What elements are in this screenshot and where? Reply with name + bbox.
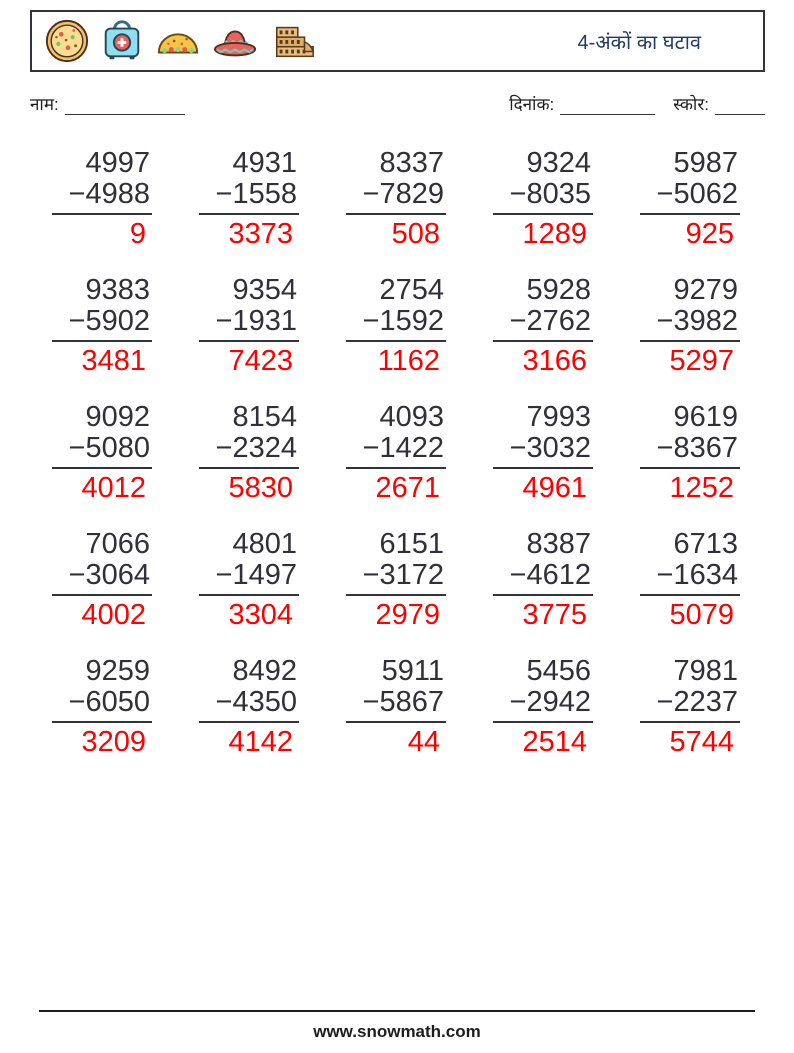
subtrahend: −6050 (52, 687, 152, 723)
header-icons (44, 18, 320, 64)
answer: 4142 (228, 726, 293, 758)
answer: 4002 (81, 599, 146, 631)
subtraction-problem (640, 529, 740, 631)
answer: 3166 (522, 345, 587, 377)
taco-icon (154, 18, 202, 64)
subtraction-problem (493, 402, 593, 504)
sombrero-icon (211, 18, 259, 64)
subtraction-problem (199, 529, 299, 631)
minuend: 9619 (673, 401, 738, 433)
minuend: 9092 (85, 401, 150, 433)
date-label: दिनांक: (509, 95, 555, 114)
answer: 3304 (228, 599, 293, 631)
subtrahend: −7829 (346, 179, 446, 215)
answer: 4012 (81, 472, 146, 504)
pizza-icon (44, 18, 90, 64)
minuend: 5456 (526, 655, 591, 687)
answer: 5079 (669, 599, 734, 631)
name-label: नाम: (30, 95, 59, 114)
subtrahend: −3172 (346, 560, 446, 596)
answer: 9 (129, 218, 146, 250)
footer-website: www.snowmath.com (313, 1022, 481, 1041)
score-blank[interactable] (715, 97, 765, 115)
answer: 4961 (522, 472, 587, 504)
minuend: 6151 (379, 528, 444, 560)
minuend: 9383 (85, 274, 150, 306)
subtrahend: −4612 (493, 560, 593, 596)
subtraction-problem (52, 656, 152, 758)
subtraction-problem (493, 656, 593, 758)
subtrahend: −1634 (640, 560, 740, 596)
answer: 925 (685, 218, 734, 250)
subtrahend: −8035 (493, 179, 593, 215)
score-label: स्कोर: (673, 95, 709, 114)
subtraction-problem (52, 148, 152, 250)
answer: 3373 (228, 218, 293, 250)
minuend: 8154 (232, 401, 297, 433)
answer: 508 (391, 218, 440, 250)
fields-row (30, 92, 765, 115)
minuend: 4801 (232, 528, 297, 560)
minuend: 9259 (85, 655, 150, 687)
subtrahend: −8367 (640, 433, 740, 469)
subtrahend: −5867 (346, 687, 446, 723)
first-aid-kit-icon (99, 18, 145, 64)
subtraction-problem (640, 656, 740, 758)
answer: 1289 (522, 218, 587, 250)
answer: 1252 (669, 472, 734, 504)
answer: 5830 (228, 472, 293, 504)
subtraction-problem (640, 402, 740, 504)
subtrahend: −2762 (493, 306, 593, 342)
minuend: 5987 (673, 147, 738, 179)
minuend: 9279 (673, 274, 738, 306)
subtrahend: −1592 (346, 306, 446, 342)
minuend: 7981 (673, 655, 738, 687)
subtraction-problem (52, 402, 152, 504)
subtrahend: −4988 (52, 179, 152, 215)
minuend: 9354 (232, 274, 297, 306)
subtraction-problem (199, 275, 299, 377)
subtrahend: −3982 (640, 306, 740, 342)
subtraction-problem (493, 529, 593, 631)
subtrahend: −2324 (199, 433, 299, 469)
minuend: 6713 (673, 528, 738, 560)
subtrahend: −3064 (52, 560, 152, 596)
minuend: 4997 (85, 147, 150, 179)
minuend: 8387 (526, 528, 591, 560)
answer: 2671 (375, 472, 440, 504)
minuend: 7993 (526, 401, 591, 433)
header-box (30, 10, 765, 72)
footer-divider (39, 1010, 755, 1012)
subtrahend: −1422 (346, 433, 446, 469)
answer: 5744 (669, 726, 734, 758)
subtraction-problem (199, 402, 299, 504)
subtraction-problem (493, 148, 593, 250)
subtraction-problem (52, 275, 152, 377)
problems-grid (52, 148, 740, 758)
subtrahend: −1558 (199, 179, 299, 215)
page-title: 4-अंकों का घटाव (577, 31, 701, 54)
minuend: 9324 (526, 147, 591, 179)
subtraction-problem (199, 148, 299, 250)
subtrahend: −5062 (640, 179, 740, 215)
answer: 3775 (522, 599, 587, 631)
minuend: 4931 (232, 147, 297, 179)
subtrahend: −3032 (493, 433, 593, 469)
subtraction-problem (346, 275, 446, 377)
minuend: 5928 (526, 274, 591, 306)
answer: 44 (407, 726, 440, 758)
subtraction-problem (493, 275, 593, 377)
minuend: 8492 (232, 655, 297, 687)
date-blank[interactable] (560, 97, 655, 115)
subtraction-problem (199, 656, 299, 758)
answer: 7423 (228, 345, 293, 377)
minuend: 7066 (85, 528, 150, 560)
subtrahend: −1931 (199, 306, 299, 342)
colosseum-icon (268, 18, 320, 64)
minuend: 2754 (379, 274, 444, 306)
subtrahend: −5080 (52, 433, 152, 469)
subtrahend: −1497 (199, 560, 299, 596)
subtrahend: −5902 (52, 306, 152, 342)
subtraction-problem (346, 402, 446, 504)
subtrahend: −4350 (199, 687, 299, 723)
subtraction-problem (346, 529, 446, 631)
answer: 2979 (375, 599, 440, 631)
answer: 3209 (81, 726, 146, 758)
minuend: 8337 (379, 147, 444, 179)
answer: 2514 (522, 726, 587, 758)
subtraction-problem (346, 656, 446, 758)
minuend: 4093 (379, 401, 444, 433)
subtraction-problem (640, 148, 740, 250)
subtraction-problem (346, 148, 446, 250)
answer: 3481 (81, 345, 146, 377)
name-blank[interactable] (65, 97, 185, 115)
subtraction-problem (640, 275, 740, 377)
minuend: 5911 (381, 655, 444, 687)
answer: 5297 (669, 345, 734, 377)
subtrahend: −2942 (493, 687, 593, 723)
subtraction-problem (52, 529, 152, 631)
answer: 1162 (377, 345, 440, 377)
subtrahend: −2237 (640, 687, 740, 723)
